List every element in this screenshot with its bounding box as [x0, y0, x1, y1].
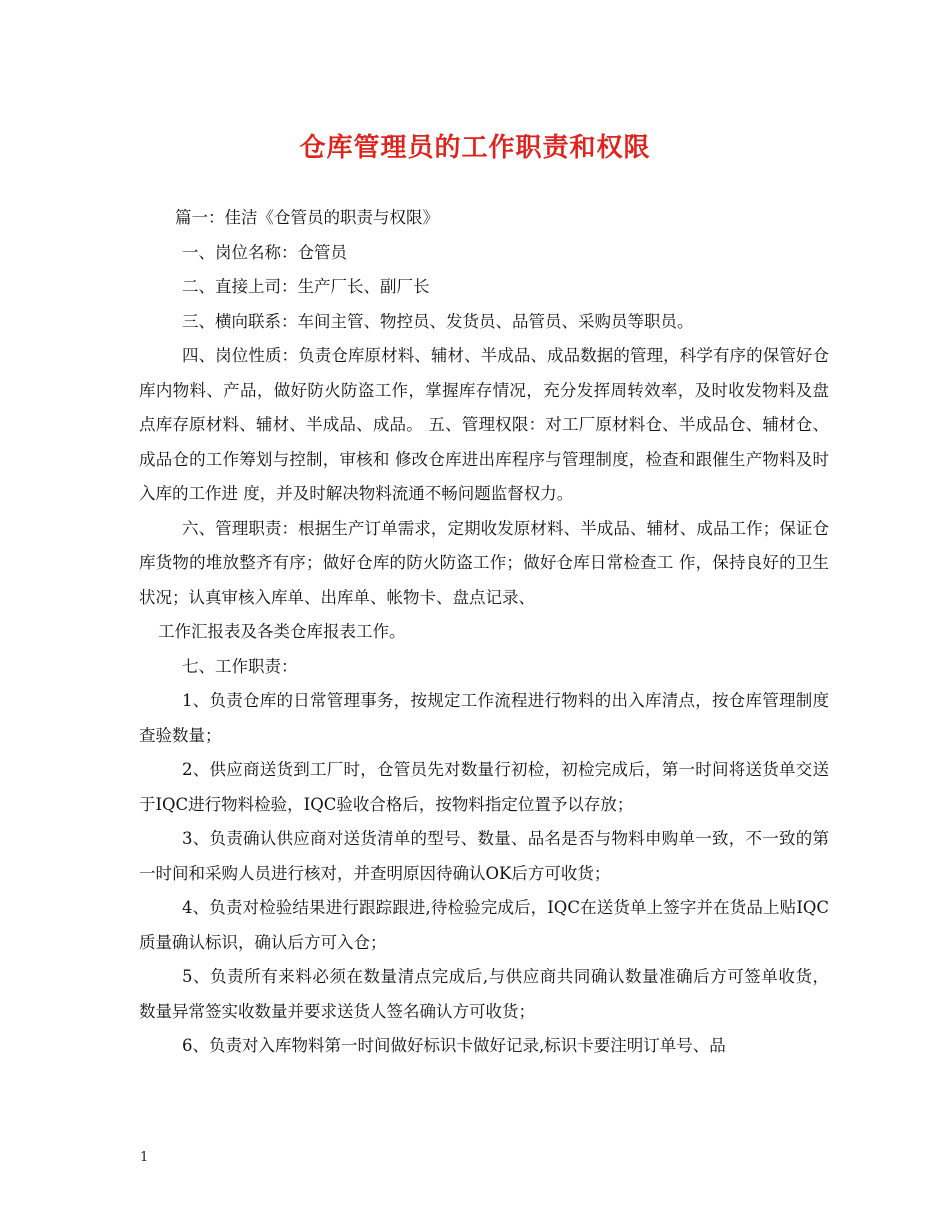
paragraph-duty-1: 1、负责仓库的日常管理事务，按规定工作流程进行物料的出入库清点，按仓库管理制度 查验数量；: [139, 691, 829, 745]
paragraph-management-duties: 六、管理职责：根据生产订单需求，定期收发原材料、半成品、辅材、成品工作；保证仓 库货物的堆放整齐有序；做好仓库的防火防盗工作；做好仓库日常检查工 作，保持良好的卫生状况；认真审核入库单、出库单、帐物卡、盘点记录、: [139, 518, 829, 607]
page-number: 1: [140, 1150, 149, 1165]
document-title: 仓库管理员的工作职责和权限: [299, 133, 651, 163]
paragraph-intro: 篇一：佳洁《仓管员的职责与权限》: [175, 208, 439, 227]
paragraph-duty-6: 6、负责对入库物料第一时间做好标识卡做好记录,标识卡要注明订单号、品: [182, 1036, 726, 1055]
paragraph-duty-2: 2、供应商送货到工厂时，仓管员先对数量行初检，初检完成后，第一时间将送货单交送 于IQC进行物料检验，IQC验收合格后，按物料指定位置予以存放；: [139, 760, 829, 814]
document-body: [139, 201, 829, 1064]
paragraph-duty-4: 4、负责对检验结果进行跟踪跟进,待检验完成后，IQC在送货单上签字并在货品上贴IQC 质量确认标识，确认后方可入仓；: [139, 898, 829, 952]
paragraph-position-name: 一、岗位名称：仓管员: [182, 242, 347, 262]
paragraph-nature-and-authority: 四、岗位性质：负责仓库原材料、辅材、半成品、成品数据的管理，科学有序的保管好仓 库内物料、产品，做好防火防盗工作，掌握库存情况，充分发挥周转效率，及时收发物料及盘点库存原材料、辅材、半成品、成品。 五、管理权限：对工厂原材料仓、半成品仓、辅材仓、成品仓的工作筹划与控制，审核和 修改仓库进出库程序与管理制度，检查和跟催生产物料及时入库的工作进 度，并及时解决物料流通不畅问题监督权力。: [139, 346, 829, 503]
paragraph-management-duties-end: 工作汇报表及各类仓库报表工作。: [158, 622, 406, 641]
paragraph-supervisor: 二、直接上司：生产厂长、副厂长: [182, 277, 430, 296]
paragraph-lateral-contacts: 三、横向联系：车间主管、物控员、发货员、品管员、采购员等职员。: [182, 311, 694, 331]
paragraph-duty-5: 5、负责所有来料必须在数量清点完成后,与供应商共同确认数量准确后方可签单收货， 数量异常签实收数量并要求送货人签名确认方可收货；: [139, 967, 829, 1021]
paragraph-job-duties-heading: 七、工作职责：: [182, 656, 298, 676]
paragraph-duty-3: 3、负责确认供应商对送货清单的型号、数量、品名是否与物料申购单一致，不一致的第 一时间和采购人员进行核对，并查明原因待确认OK后方可收货；: [139, 829, 829, 883]
